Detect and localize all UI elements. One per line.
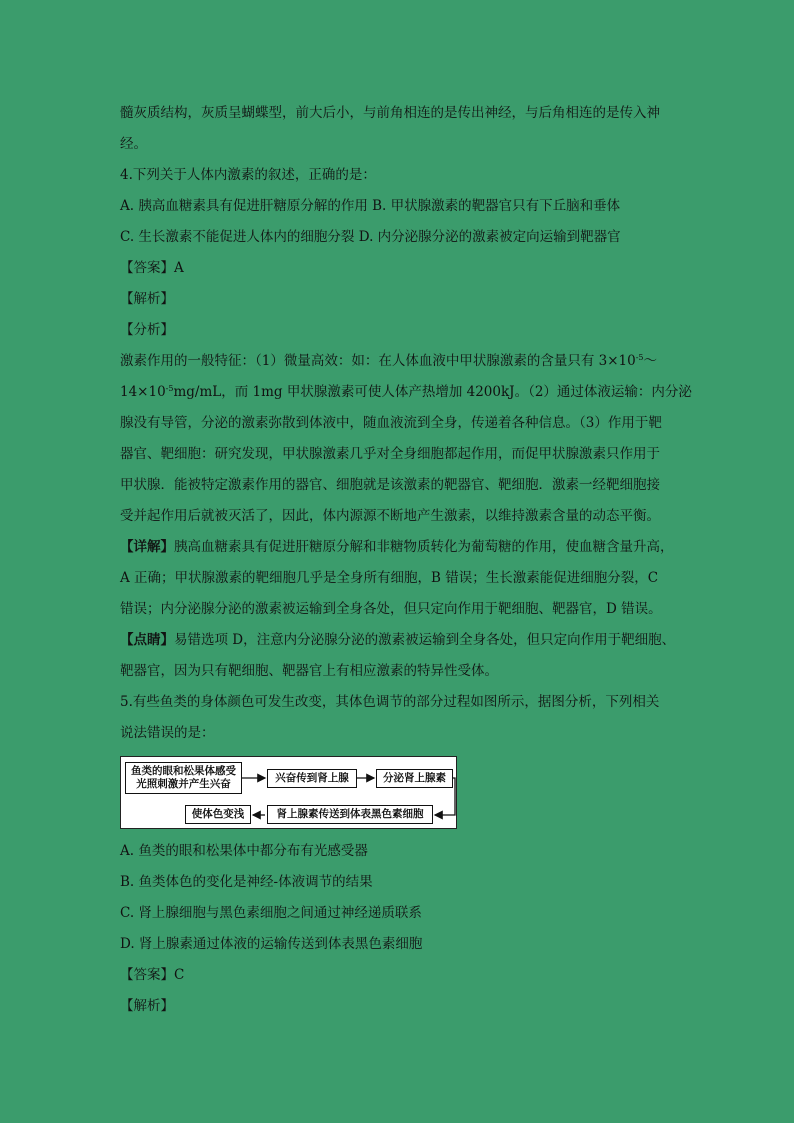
analysis-line: 受并起作用后就被灭活了，因此，体内源源不断地产生激素，以维持激素含量的动态平衡。 [120, 508, 660, 524]
question-4-stem: 4.下列关于人体内激素的叙述，正确的是： [120, 167, 376, 183]
note-line: 靶器官，因为只有靶细胞、靶器官上有相应激素的特异性受体。 [120, 663, 498, 679]
note-label: 【点睛】 [120, 632, 174, 648]
question-4-fenxi-label: 【分析】 [120, 322, 174, 338]
question-4-options-ab: A. 胰高血糖素具有促进肝糖原分解的作用 B. 甲状腺激素的靶器官只有下丘脑和垂体 [120, 198, 621, 214]
diagram-box-color-lighter: 使体色变浅 [185, 805, 251, 824]
diagram-box-eye-pineal: 鱼类的眼和松果体感受 光照刺激并产生兴奋 [125, 762, 242, 794]
question-5-analysis-label: 【解析】 [120, 998, 174, 1014]
diagram-box-transport: 肾上腺素传送到体表黑色素细胞 [267, 805, 433, 824]
analysis-line: 甲状腺．能被特定激素作用的器官、细胞就是该激素的靶器官、靶细胞．激素一经靶细胞接 [120, 477, 660, 493]
question-5-option-a: A. 鱼类的眼和松果体中都分布有光感受器 [120, 843, 368, 859]
diagram-box-excitation: 兴奋传到肾上腺 [267, 769, 357, 788]
question-5-stem: 5.有些鱼类的身体颜色可发生改变，其体色调节的部分过程如图所示，据图分析，下列相关 [120, 694, 660, 710]
flow-diagram [120, 756, 457, 829]
question-5-stem: 说法错误的是： [120, 725, 215, 741]
detail-label: 【详解】 [120, 539, 174, 555]
question-5-answer: 【答案】C [120, 967, 185, 983]
analysis-line: 器官、靶细胞：研究发现，甲状腺激素几乎对全身细胞都起作用，而促甲状腺激素只作用于 [120, 446, 660, 462]
analysis-line: $14\times 10^{-5}mg/mL$，而 1mg 甲状腺激素可使人体产热增加 4200kJ。（2）通过体液运输：内分泌 [120, 384, 692, 400]
question-5-option-b: B. 鱼类体色的变化是神经-体液调节的结果 [120, 874, 373, 890]
detail-line: A 正确；甲状腺激素的靶细胞几乎是全身所有细胞，B 错误；生长激素能促进细胞分裂，C [120, 570, 659, 586]
text-line: 髓灰质结构，灰质呈蝴蝶型，前大后小，与前角相连的是传出神经，与后角相连的是传入神 [120, 105, 660, 121]
note-line: 【点睛】易错选项 D，注意内分泌腺分泌的激素被运输到全身各处，但只定向作用于靶细胞、 [120, 632, 676, 648]
question-4-answer: 【答案】A [120, 260, 184, 276]
diagram-box-secrete: 分泌肾上腺素 [376, 769, 453, 788]
analysis-line: 腺没有导管，分泌的激素弥散到体液中，随血液流到全身，传递着各种信息。（3）作用于靶 [120, 415, 662, 431]
text-line: 经。 [120, 136, 147, 152]
question-4-options-cd: C. 生长激素不能促进人体内的细胞分裂 D. 内分泌腺分泌的激素被定向运输到靶器官 [120, 229, 621, 245]
detail-line: 错误；内分泌腺分泌的激素被运输到全身各处，但只定向作用于靶细胞、靶器官，D 错误。 [120, 601, 662, 617]
analysis-line: 激素作用的一般特征：（1）微量高效：如：在人体血液中甲状腺激素的含量只有 $3\times 10^{-5}\sim$ [120, 353, 658, 369]
question-4-analysis-label: 【解析】 [120, 291, 174, 307]
question-5-option-d: D. 肾上腺素通过体液的运输传送到体表黑色素细胞 [120, 936, 423, 952]
detail-line: 【详解】胰高血糖素具有促进肝糖原分解和非糖物质转化为葡萄糖的作用，使血糖含量升高， [120, 539, 674, 555]
question-5-option-c: C. 肾上腺细胞与黑色素细胞之间通过神经递质联系 [120, 905, 422, 921]
